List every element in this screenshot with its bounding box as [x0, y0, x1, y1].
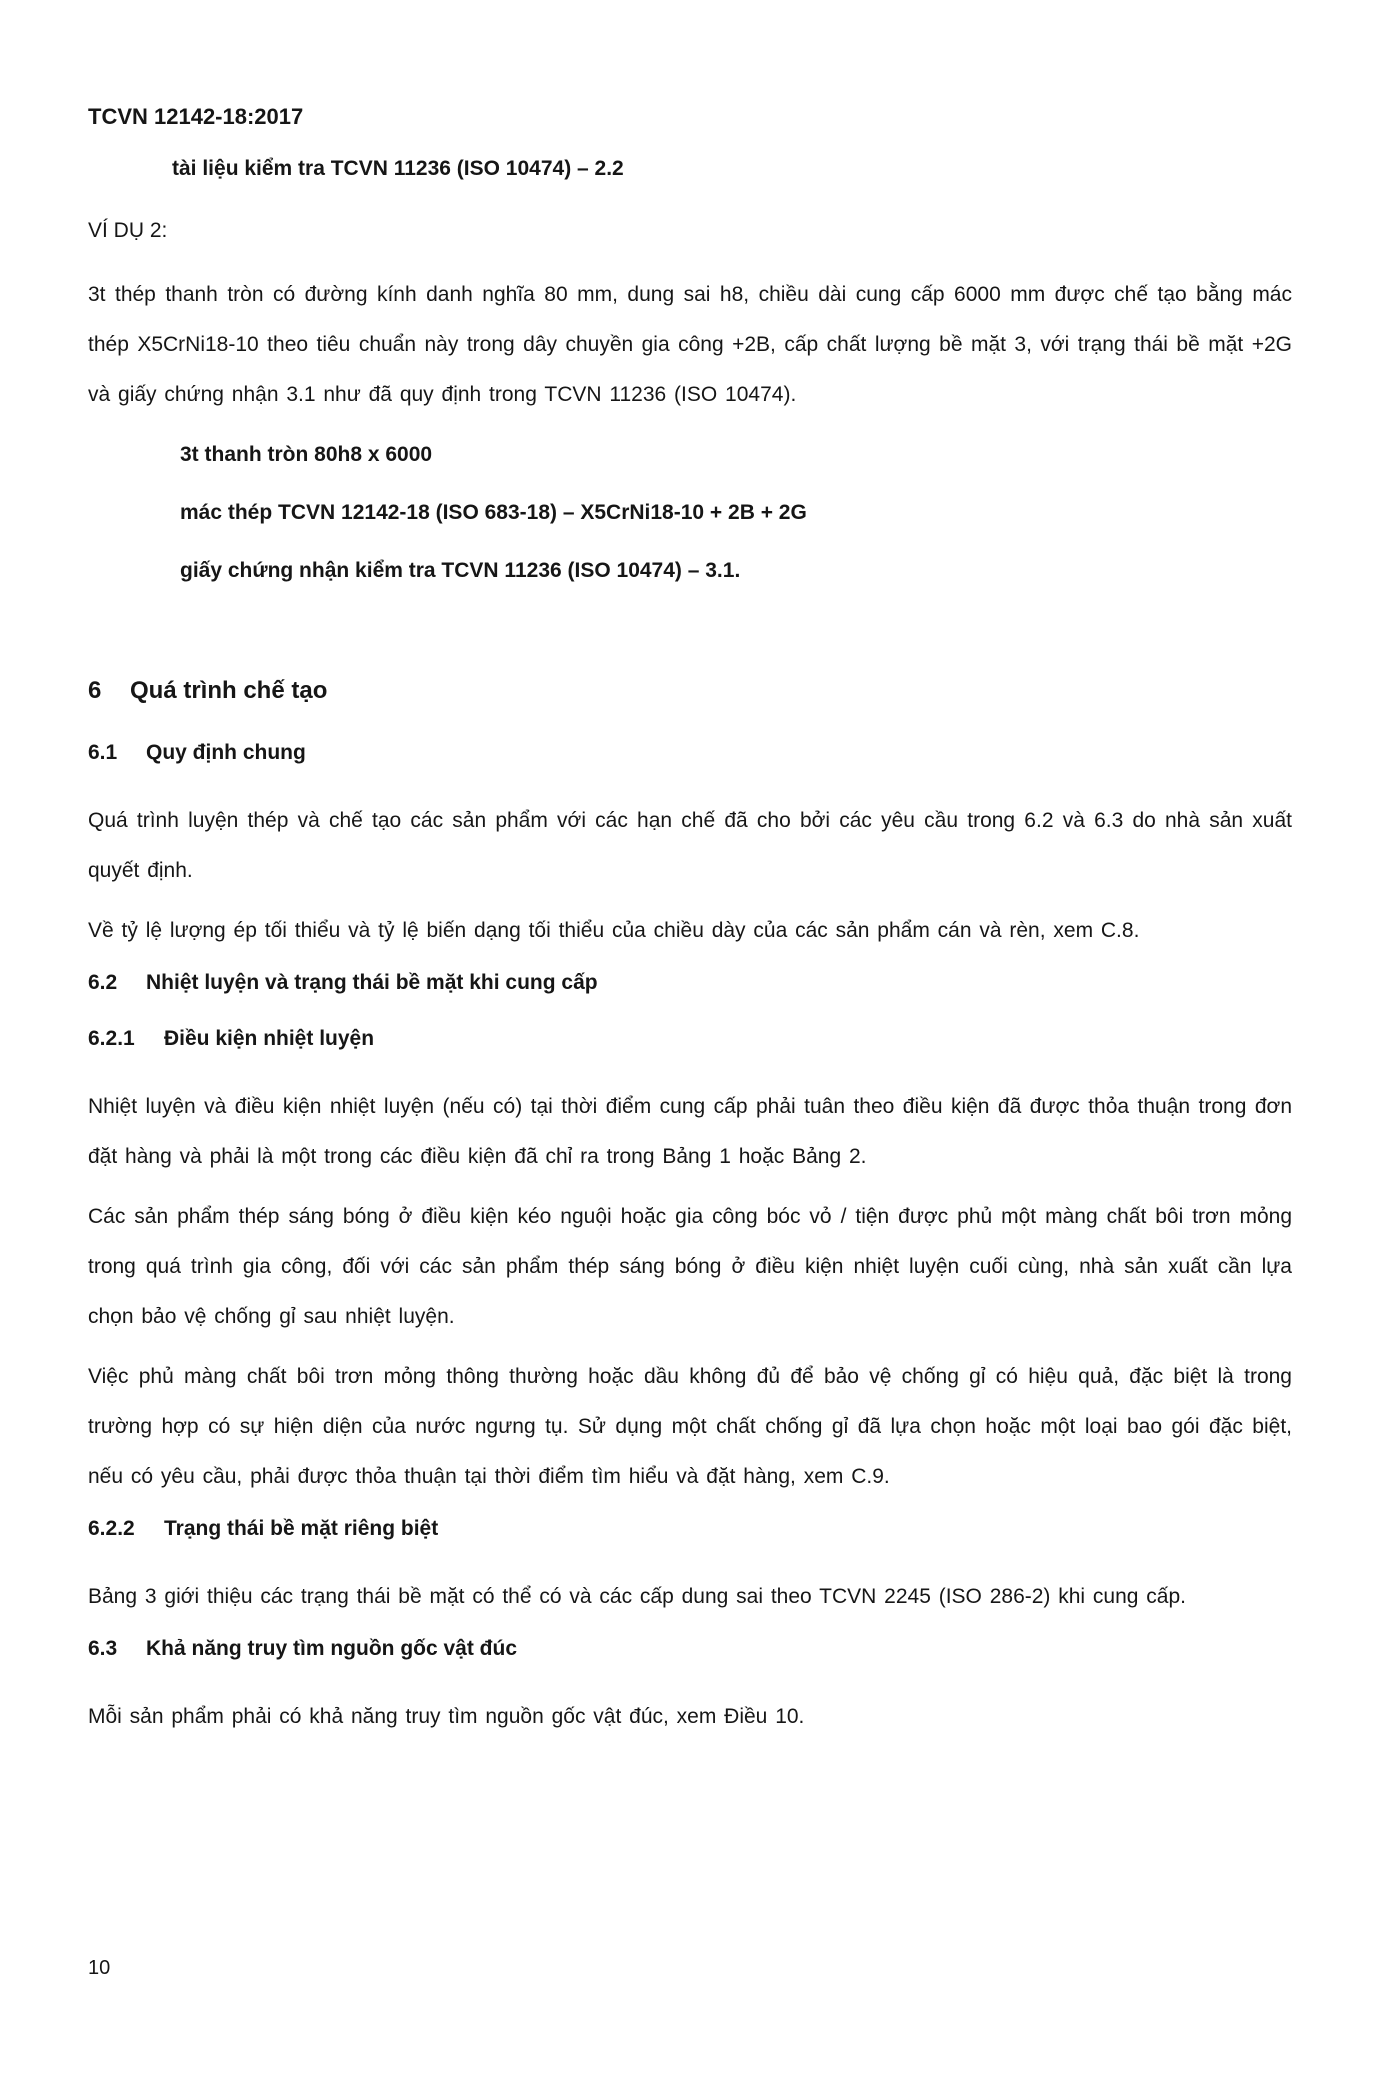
section-number: 6.2.1: [88, 1027, 135, 1050]
designation-line: 3t thanh tròn 80h8 x 6000: [180, 443, 433, 466]
designation-line: mác thép TCVN 12142-18 (ISO 683-18) – X5CrNi18-10 + 2B + 2G: [180, 501, 807, 524]
body-paragraph: Các sản phẩm thép sáng bóng ở điều kiện kéo nguội hoặc gia công bóc vỏ / tiện được phủ một màng chất bôi trơn mỏng trong quá trình gia công, đối với các sản phẩm thép sáng bóng ở điều kiện nhiệt luyện cuối cùng, nhà sản xuất cần lựa chọn bảo vệ chống gỉ sau nhiệt luyện.: [88, 1205, 1292, 1328]
section-6-2-heading: [88, 970, 1292, 996]
section-6-1-heading: [88, 740, 1292, 766]
section-6-2-1-heading: [88, 1026, 1292, 1052]
body-paragraph: Mỗi sản phẩm phải có khả năng truy tìm nguồn gốc vật đúc, xem Điều 10.: [88, 1705, 805, 1728]
section-number: 6.3: [88, 1637, 118, 1660]
section-number: 6: [88, 677, 102, 704]
continued-reference-line: tài liệu kiểm tra TCVN 11236 (ISO 10474) – 2.2: [172, 157, 624, 180]
section-title: Khả năng truy tìm nguồn gốc vật đúc: [146, 1637, 518, 1660]
designation-line: giấy chứng nhận kiểm tra TCVN 11236 (ISO 10474) – 3.1.: [180, 559, 741, 582]
section-title: Trạng thái bề mặt riêng biệt: [164, 1517, 439, 1540]
section-number: 6.1: [88, 741, 118, 764]
page-number: 10: [88, 1957, 111, 1979]
section-title: Quy định chung: [146, 741, 306, 764]
example-label: VÍ DỤ 2:: [88, 219, 168, 242]
section-number: 6.2.2: [88, 1517, 135, 1540]
body-paragraph: Việc phủ màng chất bôi trơn mỏng thông thường hoặc dầu không đủ để bảo vệ chống gỉ có hiệu quả, đặc biệt là trong trường hợp có sự hiện diện của nước ngưng tụ. Sử dụng một chất chống gỉ đã lựa chọn hoặc một loại bao gói đặc biệt, nếu có yêu cầu, phải được thỏa thuận tại thời điểm tìm hiểu và đặt hàng, xem C.9.: [88, 1365, 1292, 1488]
example-paragraph: 3t thép thanh tròn có đường kính danh nghĩa 80 mm, dung sai h8, chiều dài cung cấp 6000 mm được chế tạo bằng mác thép X5CrNi18-10 theo tiêu chuẩn này trong dây chuyền gia công +2B, cấp chất lượng bề mặt 3, với trạng thái bề mặt +2G và giấy chứng nhận 3.1 như đã quy định trong TCVN 11236 (ISO 10474).: [88, 283, 1292, 406]
section-number: 6.2: [88, 971, 118, 994]
section-6-heading: [88, 676, 1292, 706]
section-title: Quá trình chế tạo: [130, 677, 328, 704]
section-title: Nhiệt luyện và trạng thái bề mặt khi cung cấp: [146, 971, 598, 994]
body-paragraph: Bảng 3 giới thiệu các trạng thái bề mặt có thể có và các cấp dung sai theo TCVN 2245 (ISO 286-2) khi cung cấp.: [88, 1585, 1186, 1608]
body-paragraph: Về tỷ lệ lượng ép tối thiểu và tỷ lệ biến dạng tối thiểu của chiều dày của các sản phẩm cán và rèn, xem C.8.: [88, 919, 1140, 942]
standard-number-header: TCVN 12142-18:2017: [88, 104, 304, 129]
section-6-3-heading: [88, 1636, 1292, 1662]
section-title: Điều kiện nhiệt luyện: [164, 1027, 375, 1050]
body-paragraph: Nhiệt luyện và điều kiện nhiệt luyện (nếu có) tại thời điểm cung cấp phải tuân theo điều kiện đã được thỏa thuận trong đơn đặt hàng và phải là một trong các điều kiện đã chỉ ra trong Bảng 1 hoặc Bảng 2.: [88, 1095, 1292, 1168]
body-paragraph: Quá trình luyện thép và chế tạo các sản phẩm với các hạn chế đã cho bởi các yêu cầu trong 6.2 và 6.3 do nhà sản xuất quyết định.: [88, 809, 1292, 882]
section-6-2-2-heading: [88, 1516, 1292, 1542]
